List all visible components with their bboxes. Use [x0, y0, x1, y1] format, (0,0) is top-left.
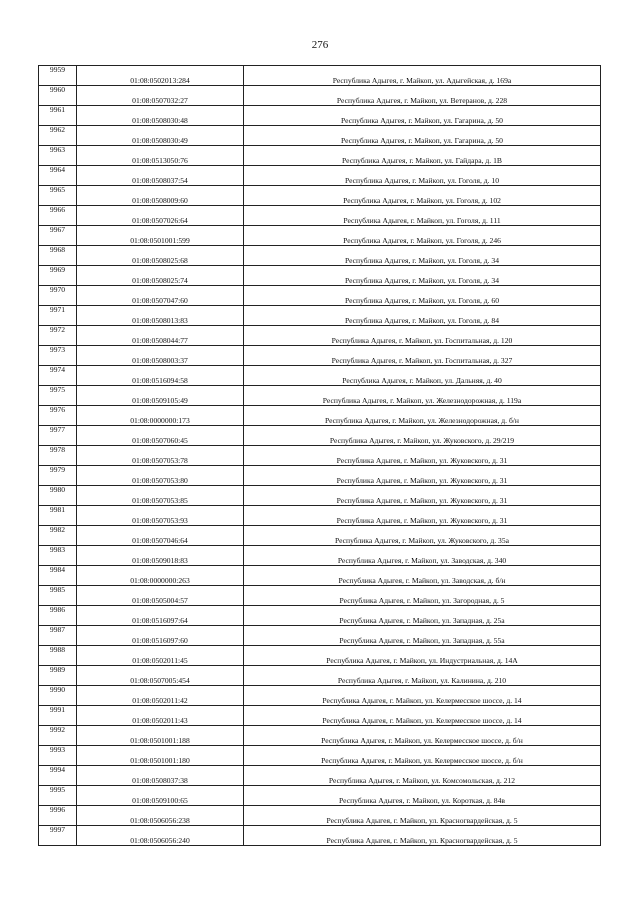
row-number: 9965 [39, 186, 77, 206]
table-row [39, 266, 601, 286]
address: Республика Адыгея, г. Майкоп, ул. Комсомольская, д. 212 [244, 766, 601, 786]
cadastral-number: 01:08:0508030:49 [77, 126, 244, 146]
table-row [39, 706, 601, 726]
address: Республика Адыгея, г. Майкоп, ул. Гагарина, д. 50 [244, 126, 601, 146]
table-row [39, 566, 601, 586]
address: Республика Адыгея, г. Майкоп, ул. Железнодорожная, д. б/н [244, 406, 601, 426]
row-number: 9972 [39, 326, 77, 346]
cadastral-number: 01:08:0501001:599 [77, 226, 244, 246]
cadastral-number: 01:08:0502013:284 [77, 66, 244, 86]
table-row [39, 726, 601, 746]
row-number: 9961 [39, 106, 77, 126]
cadastral-number: 01:08:0507053:80 [77, 466, 244, 486]
address: Республика Адыгея, г. Майкоп, ул. Гагарина, д. 50 [244, 106, 601, 126]
cadastral-number: 01:08:0507053:78 [77, 446, 244, 466]
address: Республика Адыгея, г. Майкоп, ул. Заводская, д. б/н [244, 566, 601, 586]
row-number: 9987 [39, 626, 77, 646]
cadastral-number: 01:08:0000000:173 [77, 406, 244, 426]
page-number: 276 [311, 39, 329, 51]
address: Республика Адыгея, г. Майкоп, ул. Гоголя, д. 84 [244, 306, 601, 326]
row-number: 9983 [39, 546, 77, 566]
row-number: 9990 [39, 686, 77, 706]
cadastral-number: 01:08:0508013:83 [77, 306, 244, 326]
cadastral-number: 01:08:0508009:60 [77, 186, 244, 206]
cadastral-number: 01:08:0509018:83 [77, 546, 244, 566]
row-number: 9964 [39, 166, 77, 186]
table-row [39, 526, 601, 546]
cadastral-number: 01:08:0516097:60 [77, 626, 244, 646]
row-number: 9985 [39, 586, 77, 606]
table-row [39, 86, 601, 106]
row-number: 9979 [39, 466, 77, 486]
cadastral-number: 01:08:0507053:93 [77, 506, 244, 526]
address: Республика Адыгея, г. Майкоп, ул. Келермесское шоссе, д. 14 [244, 686, 601, 706]
cadastral-number: 01:08:0508003:37 [77, 346, 244, 366]
row-number: 9978 [39, 446, 77, 466]
cadastral-number: 01:08:0507053:85 [77, 486, 244, 506]
address: Республика Адыгея, г. Майкоп, ул. Госпитальная, д. 327 [244, 346, 601, 366]
table-row [39, 326, 601, 346]
address: Республика Адыгея, г. Майкоп, ул. Короткая, д. 84в [244, 786, 601, 806]
address: Республика Адыгея, г. Майкоп, ул. Дальняя, д. 40 [244, 366, 601, 386]
address: Республика Адыгея, г. Майкоп, ул. Жуковского, д. 31 [244, 506, 601, 526]
address: Республика Адыгея, г. Майкоп, ул. Госпитальная, д. 120 [244, 326, 601, 346]
address: Республика Адыгея, г. Майкоп, ул. Гоголя, д. 60 [244, 286, 601, 306]
table-row [39, 826, 601, 846]
table-row [39, 646, 601, 666]
registry-rows [39, 66, 601, 846]
row-number: 9962 [39, 126, 77, 146]
row-number: 9976 [39, 406, 77, 426]
address: Республика Адыгея, г. Майкоп, ул. Гайдара, д. 1В [244, 146, 601, 166]
table-row [39, 806, 601, 826]
address: Республика Адыгея, г. Майкоп, ул. Калинина, д. 210 [244, 666, 601, 686]
cadastral-number: 01:08:0507005:454 [77, 666, 244, 686]
cadastral-number: 01:08:0509100:65 [77, 786, 244, 806]
cadastral-number: 01:08:0508044:77 [77, 326, 244, 346]
address: Республика Адыгея, г. Майкоп, ул. Западная, д. 55а [244, 626, 601, 646]
address: Республика Адыгея, г. Майкоп, ул. Красногвардейская, д. 5 [244, 826, 601, 846]
table-row [39, 486, 601, 506]
row-number: 9991 [39, 706, 77, 726]
address: Республика Адыгея, г. Майкоп, ул. Гоголя, д. 102 [244, 186, 601, 206]
table-row [39, 226, 601, 246]
address: Республика Адыгея, г. Майкоп, ул. Западная, д. 25а [244, 606, 601, 626]
table-row [39, 746, 601, 766]
cadastral-number: 01:08:0507032:27 [77, 86, 244, 106]
address: Республика Адыгея, г. Майкоп, ул. Жуковского, д. 35а [244, 526, 601, 546]
table-row [39, 586, 601, 606]
row-number: 9969 [39, 266, 77, 286]
row-number: 9989 [39, 666, 77, 686]
row-number: 9992 [39, 726, 77, 746]
cadastral-number: 01:08:0501001:180 [77, 746, 244, 766]
table-row [39, 166, 601, 186]
address: Республика Адыгея, г. Майкоп, ул. Железнодорожная, д. 119а [244, 386, 601, 406]
row-number: 9981 [39, 506, 77, 526]
row-number: 9988 [39, 646, 77, 666]
address: Республика Адыгея, г. Майкоп, ул. Гоголя, д. 34 [244, 246, 601, 266]
table-row [39, 386, 601, 406]
address: Республика Адыгея, г. Майкоп, ул. Жуковского, д. 31 [244, 446, 601, 466]
row-number: 9959 [39, 66, 77, 86]
address: Республика Адыгея, г. Майкоп, ул. Заводская, д. 340 [244, 546, 601, 566]
cadastral-number: 01:08:0502011:43 [77, 706, 244, 726]
table-row [39, 446, 601, 466]
row-number: 9968 [39, 246, 77, 266]
row-number: 9963 [39, 146, 77, 166]
row-number: 9997 [39, 826, 77, 846]
table-row [39, 546, 601, 566]
row-number: 9971 [39, 306, 77, 326]
address: Республика Адыгея, г. Майкоп, ул. Индустриальная, д. 14А [244, 646, 601, 666]
cadastral-number: 01:08:0507026:64 [77, 206, 244, 226]
row-number: 9996 [39, 806, 77, 826]
row-number: 9960 [39, 86, 77, 106]
cadastral-number: 01:08:0506056:238 [77, 806, 244, 826]
table-row [39, 686, 601, 706]
address: Республика Адыгея, г. Майкоп, ул. Жуковского, д. 29/219 [244, 426, 601, 446]
address: Республика Адыгея, г. Майкоп, ул. Красногвардейская, д. 5 [244, 806, 601, 826]
address: Республика Адыгея, г. Майкоп, ул. Гоголя, д. 34 [244, 266, 601, 286]
row-number: 9980 [39, 486, 77, 506]
address: Республика Адыгея, г. Майкоп, ул. Келермесское шоссе, д. 14 [244, 706, 601, 726]
cadastral-number: 01:08:0507047:60 [77, 286, 244, 306]
table-row [39, 346, 601, 366]
cadastral-number: 01:08:0516097:64 [77, 606, 244, 626]
row-number: 9993 [39, 746, 77, 766]
cadastral-number: 01:08:0502011:42 [77, 686, 244, 706]
table-row [39, 506, 601, 526]
row-number: 9986 [39, 606, 77, 626]
row-number: 9974 [39, 366, 77, 386]
table-row [39, 306, 601, 326]
table-row [39, 426, 601, 446]
address: Республика Адыгея, г. Майкоп, ул. Загородная, д. 5 [244, 586, 601, 606]
cadastral-number: 01:08:0508025:68 [77, 246, 244, 266]
address: Республика Адыгея, г. Майкоп, ул. Ветеранов, д. 228 [244, 86, 601, 106]
cadastral-number: 01:08:0509105:49 [77, 386, 244, 406]
cadastral-number: 01:08:0508037:54 [77, 166, 244, 186]
table-row [39, 406, 601, 426]
cadastral-number: 01:08:0502011:45 [77, 646, 244, 666]
table-row [39, 786, 601, 806]
row-number: 9967 [39, 226, 77, 246]
row-number: 9994 [39, 766, 77, 786]
cadastral-number: 01:08:0507060:45 [77, 426, 244, 446]
table-row [39, 626, 601, 646]
row-number: 9975 [39, 386, 77, 406]
table-row [39, 106, 601, 126]
address: Республика Адыгея, г. Майкоп, ул. Гоголя, д. 246 [244, 226, 601, 246]
address: Республика Адыгея, г. Майкоп, ул. Гоголя, д. 10 [244, 166, 601, 186]
table-row [39, 66, 601, 86]
table-row [39, 666, 601, 686]
table-row [39, 606, 601, 626]
table-row [39, 466, 601, 486]
address: Республика Адыгея, г. Майкоп, ул. Жуковского, д. 31 [244, 486, 601, 506]
cadastral-number: 01:08:0000000:263 [77, 566, 244, 586]
table-row [39, 286, 601, 306]
cadastral-number: 01:08:0508025:74 [77, 266, 244, 286]
address: Республика Адыгея, г. Майкоп, ул. Келермесское шоссе, д. б/н [244, 726, 601, 746]
row-number: 9982 [39, 526, 77, 546]
row-number: 9995 [39, 786, 77, 806]
cadastral-number: 01:08:0501001:188 [77, 726, 244, 746]
table-row [39, 766, 601, 786]
cadastral-number: 01:08:0507046:64 [77, 526, 244, 546]
table-row [39, 126, 601, 146]
address: Республика Адыгея, г. Майкоп, ул. Келермесское шоссе, д. б/н [244, 746, 601, 766]
cadastral-number: 01:08:0506056:240 [77, 826, 244, 846]
cadastral-number: 01:08:0508030:48 [77, 106, 244, 126]
table-row [39, 246, 601, 266]
cadastral-number: 01:08:0508037:38 [77, 766, 244, 786]
table-row [39, 206, 601, 226]
cadastral-number: 01:08:0516094:58 [77, 366, 244, 386]
address: Республика Адыгея, г. Майкоп, ул. Гоголя, д. 111 [244, 206, 601, 226]
registry-table [38, 65, 601, 846]
table-row [39, 146, 601, 166]
row-number: 9984 [39, 566, 77, 586]
cadastral-number: 01:08:0513050:76 [77, 146, 244, 166]
row-number: 9973 [39, 346, 77, 366]
table-row [39, 186, 601, 206]
row-number: 9966 [39, 206, 77, 226]
row-number: 9977 [39, 426, 77, 446]
address: Республика Адыгея, г. Майкоп, ул. Жуковского, д. 31 [244, 466, 601, 486]
cadastral-number: 01:08:0505004:57 [77, 586, 244, 606]
row-number: 9970 [39, 286, 77, 306]
address: Республика Адыгея, г. Майкоп, ул. Адыгейская, д. 169а [244, 66, 601, 86]
table-row [39, 366, 601, 386]
